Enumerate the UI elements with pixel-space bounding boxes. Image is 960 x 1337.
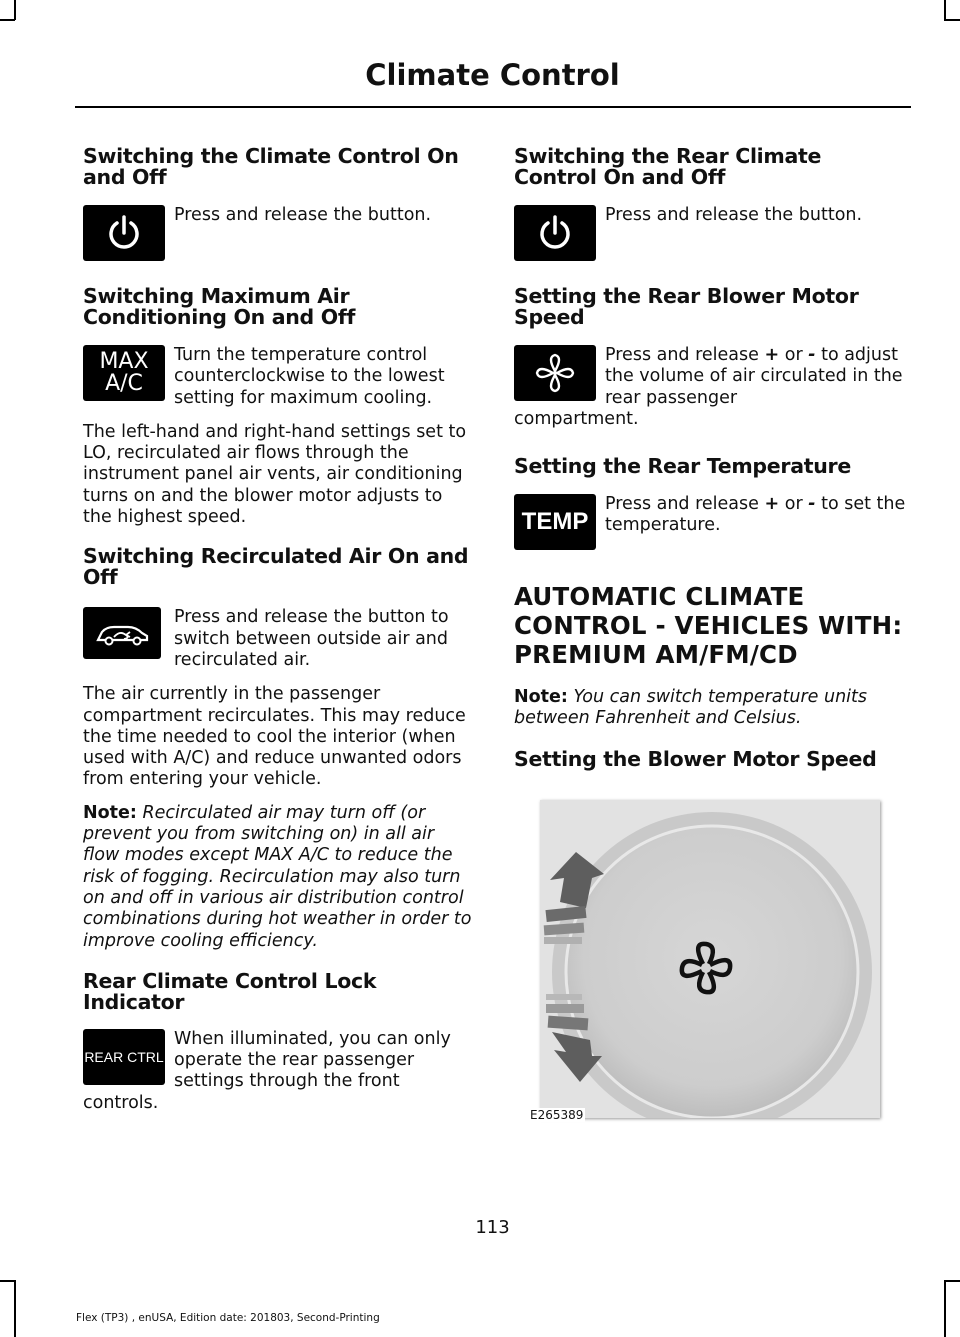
section-heading: Rear Climate Control Lock Indicator [83,968,377,1014]
section-heading: Setting the Blower Motor Speed [514,746,877,771]
crop-mark [14,1280,16,1337]
crop-mark [944,1280,960,1282]
or-text: or [784,494,803,515]
instruction-text: Press and release the button to switch between outside air and recirculated air. [174,607,449,670]
icon-row [83,345,475,409]
instruction-text: Press and release the button. [174,205,432,225]
note-paragraph [514,687,906,730]
section-title-line: AUTOMATIC CLIMATE [514,582,805,612]
body-paragraph: The air currently in the passenger compartment recirculates. This may reduce the time needed to cool the interior (when used with A/C) and reduce unwanted odors from entering your vehicle. [83,684,466,790]
section-heading: Switching the Climate Control On and Off [83,144,459,189]
section-heading: Switching Recirculated Air On and Off [83,544,469,590]
section-heading: Switching Maximum Air Conditioning On and Off [83,284,356,329]
instruction-text: Turn the temperature control counterclockwise to the lowest setting for maximum cooling. [174,345,445,408]
icon-row [514,345,906,409]
instruction-text: Press and release the button. [605,205,863,225]
right-column [514,146,906,1122]
crop-mark [14,0,16,20]
instruction-text-continued: controls. [83,1092,159,1113]
section-heading: Setting the Rear Temperature [514,454,851,479]
edition-footer: Flex (TP3) , enUSA, Edition date: 201803, Second-Printing [76,1312,380,1324]
icon-row [83,607,475,671]
temp-icon: TEMP [514,494,596,550]
instruction-text-part: to set the temperature. [605,494,906,536]
crop-mark [944,0,946,20]
section-heading: Setting the Rear Blower Motor Speed [514,284,859,329]
page-number: 113 [475,1217,510,1238]
crop-mark [944,1280,946,1337]
instruction-text [605,494,906,537]
instruction-text: When illuminated, you can only operate the rear passenger settings through the front [174,1028,451,1092]
fan-icon [514,345,596,401]
crop-mark [944,19,960,21]
crop-mark [0,19,15,21]
page-title: Climate Control [365,58,620,92]
instruction-text-part: Press and release [605,494,759,515]
note-text: You can switch temperature units between Fahrenheit and Celsius. [514,687,868,729]
icon-row [83,1029,475,1093]
section-title-line: CONTROL - VEHICLES WITH: [514,611,903,641]
rear-ctrl-indicator-icon: REAR CTRL [83,1029,165,1085]
section-heading: Switching the Rear Climate Control On and Off [514,144,822,189]
note-text: Recirculated air may turn off (or prevent you from switching on) in all air flow modes except MAX A/C to reduce the risk of fogging. Recirculation may also turn on and off in various air distribution control combinations during hot weather in order to improve cooling efficiency. [83,802,472,951]
plus-symbol: + [764,494,780,515]
note-label: Note: [83,802,137,823]
crop-mark [0,1280,15,1282]
instruction-text-continued: compartment. [514,408,639,429]
recirculation-car-icon [83,607,161,659]
minus-symbol: - [808,345,816,365]
note-paragraph [83,803,475,952]
section-title-line: PREMIUM AM/FM/CD [514,640,798,670]
power-icon [83,205,165,261]
note-label: Note: [514,687,568,708]
header-divider [75,106,911,108]
blower-knob-illustration [540,800,880,1118]
icon-row [514,205,906,261]
max-ac-icon: MAX A/C [83,345,165,401]
blower-control-figure [530,800,880,1122]
icon-row [83,205,475,261]
body-paragraph: The left-hand and right-hand settings set to LO, recirculated air flows through the instrument panel air vents, air conditioning turns on and the blower motor adjusts to the highest speed. [83,421,467,528]
instruction-text-part: to adjust the volume of air circulated in the rear passenger [605,345,903,408]
minus-symbol: - [808,494,816,515]
plus-symbol: + [764,345,780,365]
figure-code: E265389 [530,1107,584,1122]
icon-row [514,494,906,550]
instruction-text-part: Press and release [605,345,759,365]
or-text: or [784,345,803,365]
instruction-text [605,345,906,409]
left-column [83,146,475,1114]
power-icon [514,205,596,261]
